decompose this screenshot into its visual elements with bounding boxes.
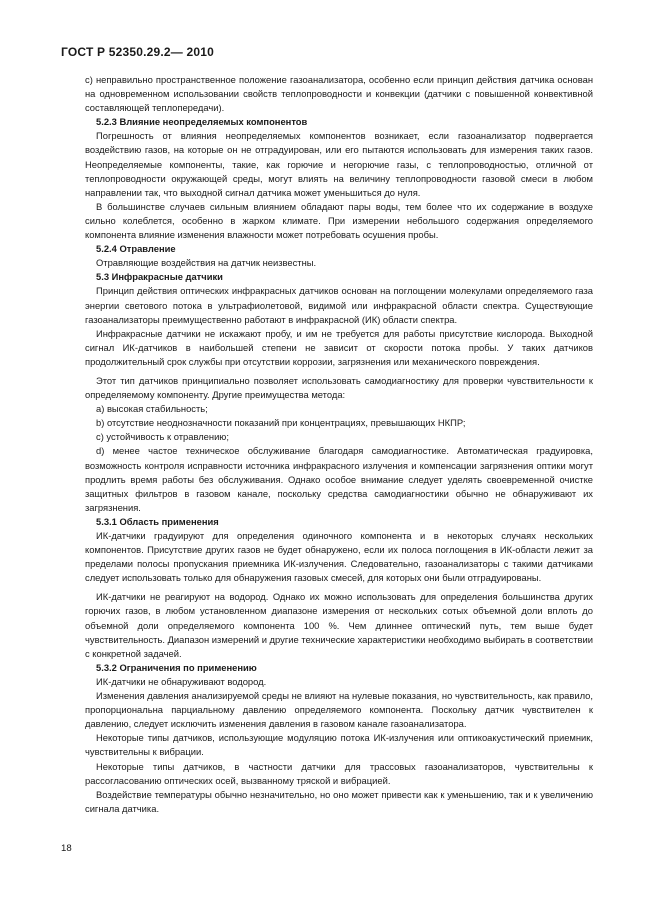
body-text (85, 73, 593, 816)
section-heading-5-2-4: 5.2.4 Отравление (96, 243, 176, 255)
paragraph: Инфракрасные датчики не искажают пробу, и им не требуется для работы присутствие кислорода. Выходной сигнал ИК-датчиков в наибольшей степени не зависит от скорости потока пробы. У таких датчиков продолжительный срок службы при отсутствии коррозии, загрязнения или механического повреждения. (85, 327, 593, 367)
paragraph: Отравляющие воздействия на датчик неизвестны. (96, 257, 317, 269)
paragraph: Погрешность от влияния неопределяемых компонентов возникает, если газоанализатор подвергается воздействию газов, на которые он не отградуирован, или его пытаются использовать для измерения таких газов. Неопределяемые компоненты, такие, как горючие и негорючие газы, с теплопроводностью, отличной от теплопроводности окружающей среды, могут влиять на величину теплопроводности газовой смеси в любом направлении так, что выходной сигнал датчика может уменьшиться до нуля. (85, 130, 593, 198)
section-heading-5-3-2: 5.3.2 Ограничения по применению (96, 661, 257, 673)
page-number: 18 (61, 843, 72, 854)
section-heading-5-3: 5.3 Инфракрасные датчики (96, 271, 223, 283)
paragraph: Изменения давления анализируемой среды не влияют на нулевые показания, но чувствительность, как правило, пропорциональна парциальному давлению определяемого компонента. Поскольку датчик чувствителен к давлению, следует исключить изменения давления в газовом канале газоанализатора. (85, 690, 593, 730)
paragraph: Этот тип датчиков принципиально позволяет использовать самодиагностику для проверки чувствительности к определяемому компоненту. Другие преимущества метода: (85, 374, 593, 401)
paragraph: c) неправильно пространственное положение газоанализатора, особенно если принцип действия датчика основан на одновременном использовании свойств теплопроводности и конвекции (датчики с повышенной конвективной составляющей теплопередачи). (85, 74, 593, 114)
list-item: c) устойчивость к отравлению; (96, 431, 229, 443)
paragraph: ИК-датчики не обнаруживают водород. (96, 675, 267, 687)
section-heading-5-3-1: 5.3.1 Область применения (96, 515, 219, 527)
standard-header: ГОСТ Р 52350.29.2— 2010 (61, 45, 215, 59)
paragraph: Принцип действия оптических инфракрасных датчиков основан на поглощении молекулами определяемого газа энергии светового потока в ультрафиолетовой, видимой или инфракрасной области спектра. Существующие газоанализаторы преимущественно работают в инфракрасной (ИК) области спектра. (85, 285, 593, 325)
paragraph: ИК-датчики не реагируют на водород. Однако их можно использовать для определения большинства других горючих газов, в любом установленном диапазоне измерения от нескольких сотых объемной доли вплоть до объемной доли определяемого компонента 100 %. Чем длиннее оптический путь, тем выше будет чувствительность. Диапазон измерений и другие технические характеристики необходимо выбирать в соответствии с конкретной задачей. (85, 591, 593, 659)
paragraph: В большинстве случаев сильным влиянием обладают пары воды, тем более что их содержание в воздухе сильно колеблется, особенно в жарком климате. При измерении небольшого содержания определяемого компонента влияние изменения влажности может потребовать осушения пробы. (85, 200, 593, 241)
paragraph: ИК-датчики градуируют для определения одиночного компонента и в некоторых случаях нескольких компонентов. Присутствие других газов не будет обнаружено, если их полоса поглощения в ИК-области лежит за пределами полосы пропускания приемника ИК-излучения. Следовательно, газоанализаторы с такими датчиками следует использовать только для обнаружения газовых смесей, для которых они были отградуированы. (85, 530, 593, 584)
paragraph: Воздействие температуры обычно незначительно, но оно может привести как к уменьшению, так и к увеличению сигнала датчика. (85, 788, 593, 814)
list-item: a) высокая стабильность; (96, 403, 208, 415)
paragraph: Некоторые типы датчиков, в частности датчики для трассовых газоанализаторов, чувствительны к рассогласованию оптических осей, вызванному тряской и вибрацией. (85, 760, 593, 786)
list-item: d) менее частое техническое обслуживание благодаря самодиагностике. Автоматическая градуировка, возможность контроля исправности источника инфракрасного излучения и компенсации загрязнения оптики могут продлить время работы без обслуживания. Однако особое внимание следует уделять своевременной очистке защитных фильтров в газовом канале, поскольку средства самодиагностики обычно не обнаруживают их загрязнения. (85, 445, 593, 513)
section-heading-5-2-3: 5.2.3 Влияние неопределяемых компонентов (96, 116, 308, 128)
paragraph: Некоторые типы датчиков, использующие модуляцию потока ИК-излучения или оптикоакустический приемник, чувствительны к вибрации. (85, 732, 593, 758)
list-item: b) отсутствие неоднозначности показаний при концентрациях, превышающих НКПР; (96, 417, 466, 429)
